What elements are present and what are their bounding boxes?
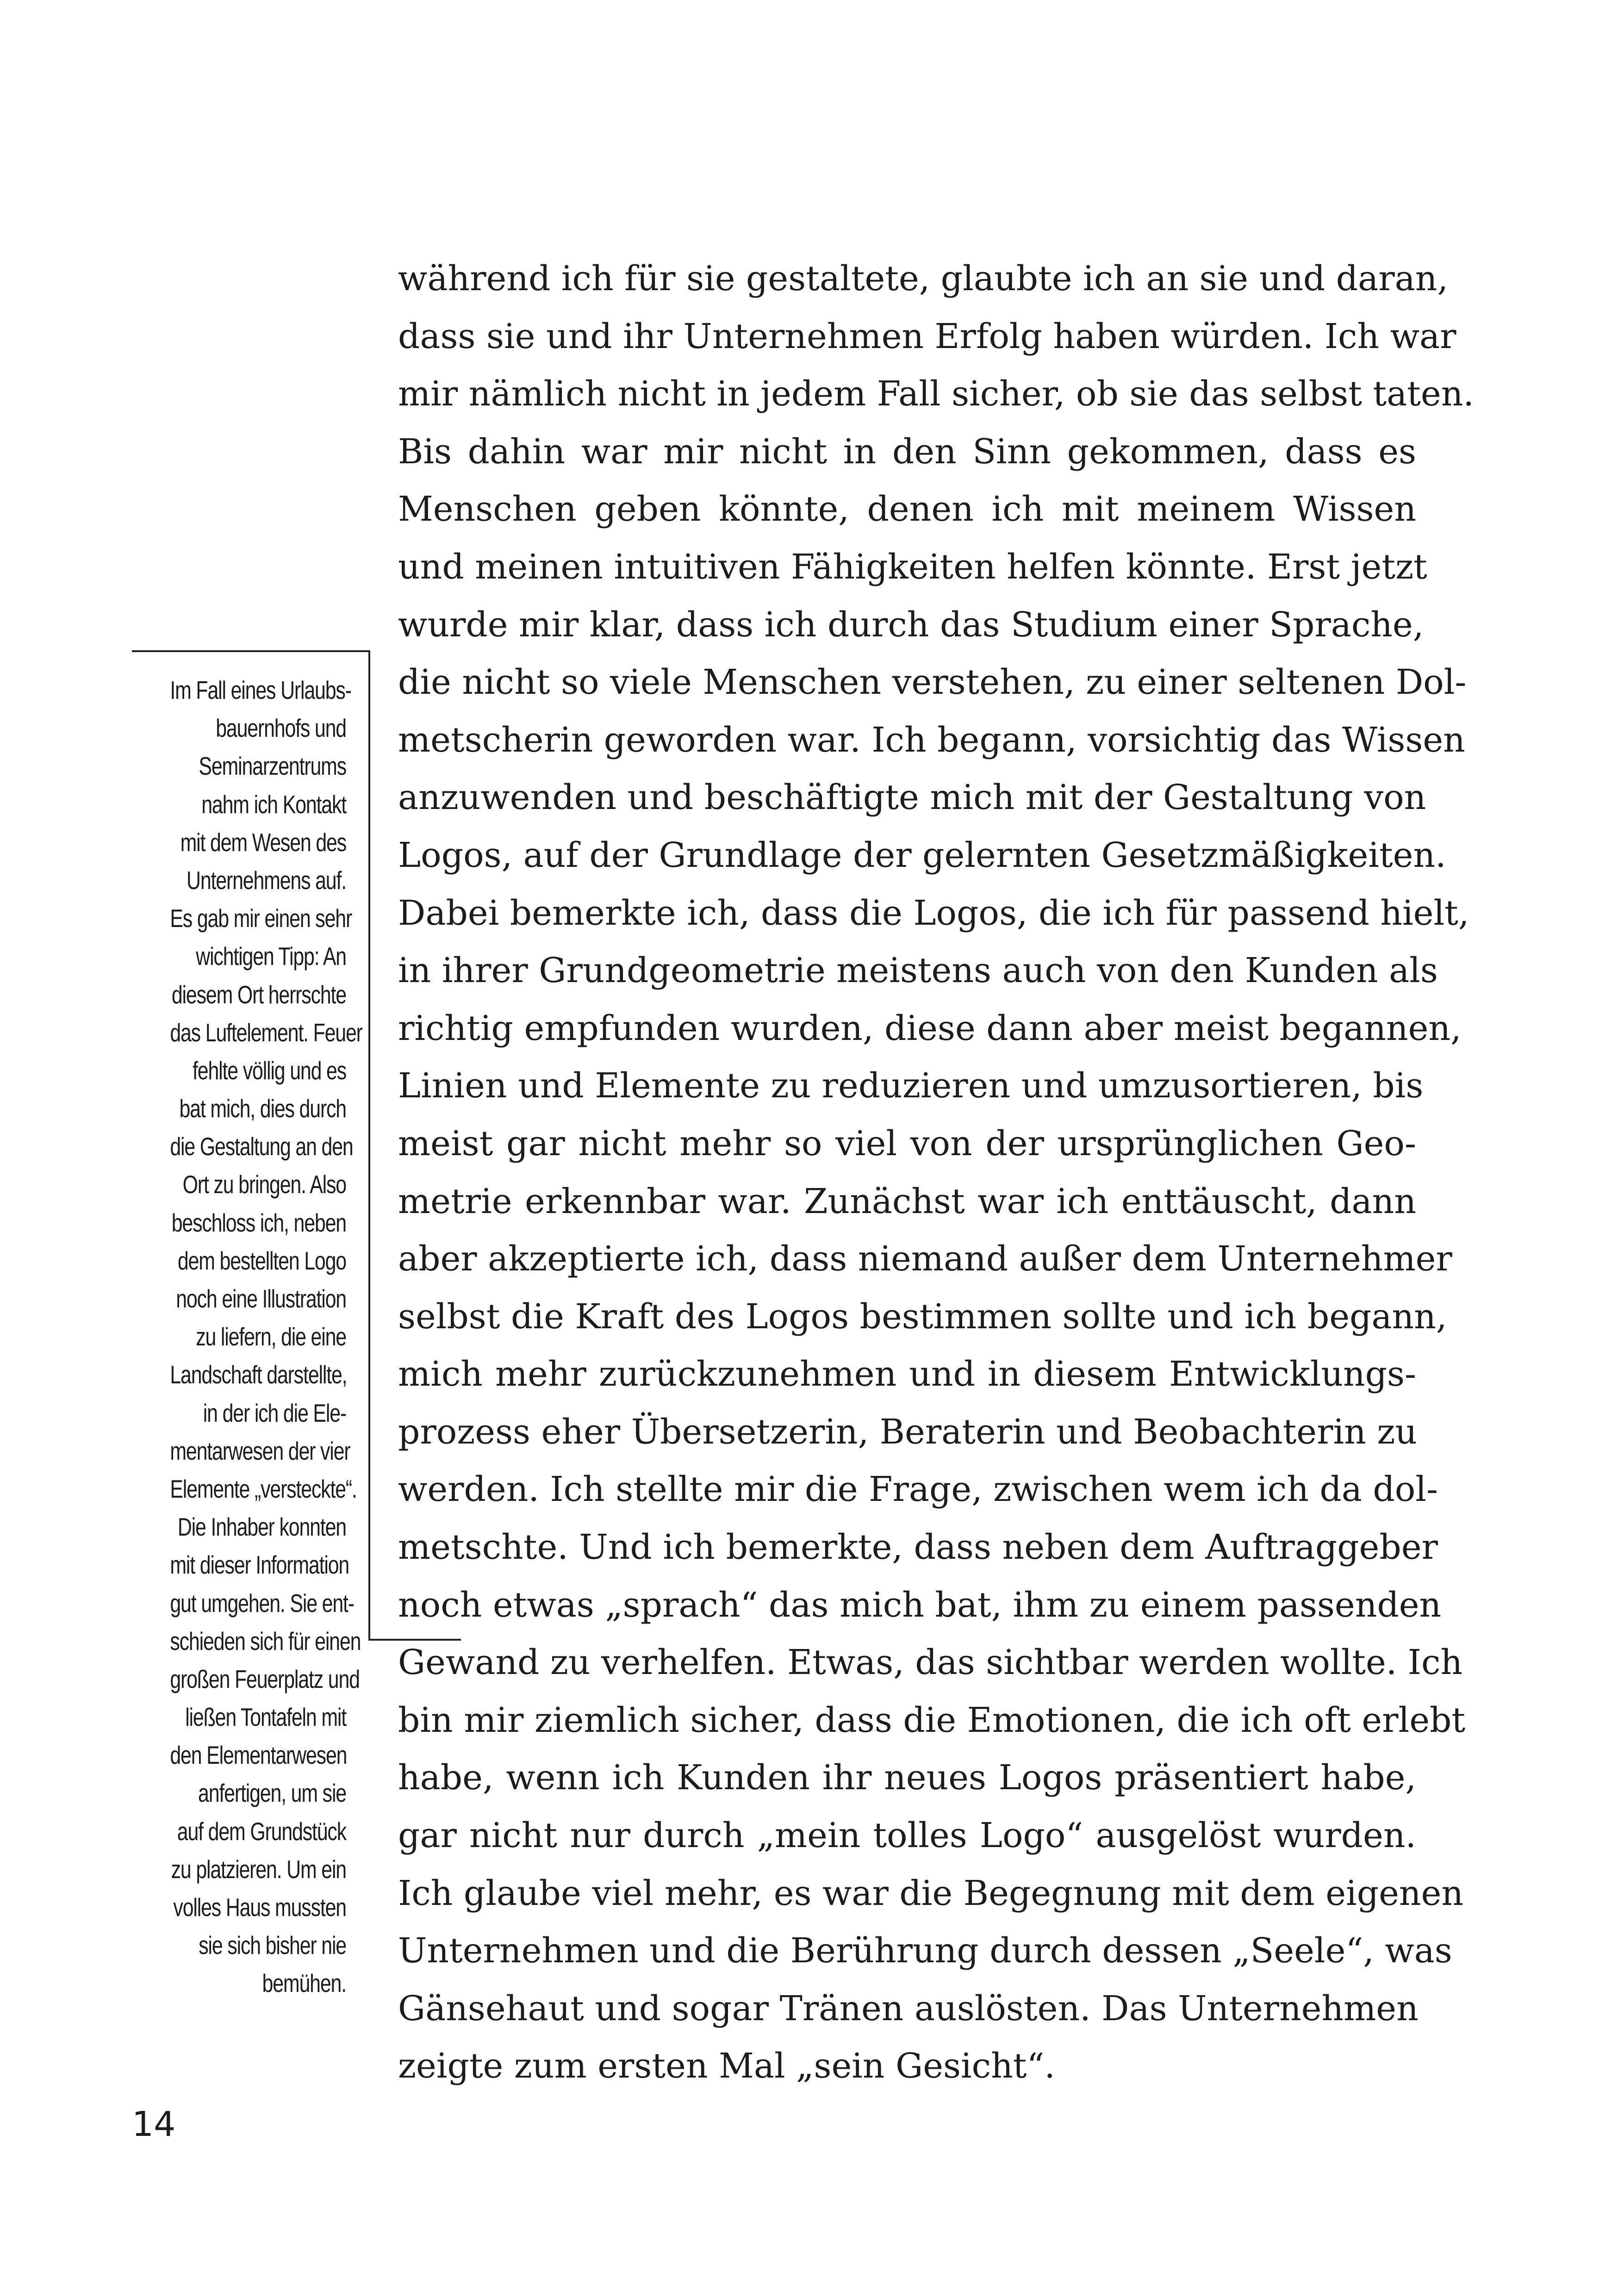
body-text-line: selbst die Kraft des Logos bestimmen sollte und ich begann,	[398, 1296, 1447, 1337]
sidebar-note-line: mit dieser Information	[170, 1550, 349, 1580]
body-text-line: wurde mir klar, dass ich durch das Studium einer Sprache,	[398, 604, 1424, 645]
body-text-line: Dabei bemerkte ich, dass die Logos, die ich für passend hielt,	[398, 893, 1469, 933]
body-text-line: richtig empfunden wurden, diese dann aber meist begannen,	[398, 1008, 1462, 1048]
body-text-line: Bis dahin war mir nicht in den Sinn gekommen, dass es	[398, 431, 1416, 472]
sidebar-note-line: den Elementarwesen	[170, 1741, 347, 1770]
sidebar-note-line: auf dem Grundstück	[177, 1817, 346, 1846]
body-text-line: mir nämlich nicht in jedem Fall sicher, ob sie das selbst taten.	[398, 374, 1474, 414]
sidebar-note-line: in der ich die Ele-	[203, 1398, 346, 1427]
body-text-line: Ich glaube viel mehr, es war die Begegnung mit dem eigenen	[398, 1873, 1463, 1913]
sidebar-note-line: großen Feuerplatz und	[170, 1664, 360, 1693]
body-text-line: dass sie und ihr Unternehmen Erfolg haben würden. Ich war	[398, 316, 1456, 356]
sidebar-rule-vertical	[368, 650, 370, 1641]
sidebar-note-line: Seminarzentrums	[199, 752, 346, 781]
sidebar-note-line: Im Fall eines Urlaubs-	[170, 676, 351, 704]
body-text-line: bin mir ziemlich sicher, dass die Emotionen, die ich oft erlebt	[398, 1700, 1466, 1740]
sidebar-note-line: Es gab mir einen sehr	[170, 904, 352, 933]
sidebar-note-line: schieden sich für einen	[170, 1626, 361, 1655]
sidebar-note-line: sie sich bisher nie	[199, 1931, 346, 1960]
sidebar-note-line: Elemente „versteckte“.	[170, 1474, 357, 1503]
sidebar-note-line: nahm ich Kontakt	[201, 790, 346, 819]
body-text-line: Logos, auf der Grundlage der gelernten Gesetzmäßigkeiten.	[398, 835, 1446, 875]
sidebar-note-line: anfertigen, um sie	[198, 1779, 346, 1808]
sidebar-note-line: beschloss ich, neben	[171, 1208, 346, 1237]
body-text-line: aber akzeptierte ich, dass niemand außer dem Unternehmer	[398, 1239, 1452, 1279]
body-text-line: noch etwas „sprach“ das mich bat, ihm zu einem passenden	[398, 1585, 1442, 1625]
body-text-line: Linien und Elemente zu reduzieren und umzusortieren, bis	[398, 1066, 1424, 1106]
body-text-line: zeigte zum ersten Mal „sein Gesicht“.	[398, 2046, 1055, 2086]
sidebar-rule-top	[132, 650, 370, 652]
body-text-line: mich mehr zurückzunehmen und in diesem Entwicklungs-	[398, 1354, 1416, 1394]
page-number: 14	[132, 2104, 176, 2144]
sidebar-note-line: dem bestellten Logo	[177, 1246, 346, 1275]
body-text-line: prozess eher Übersetzerin, Beraterin und Beobachterin zu	[398, 1412, 1417, 1452]
sidebar-note-line: ließen Tontafeln mit	[185, 1703, 346, 1732]
body-text-line: gar nicht nur durch „mein tolles Logo“ ausgelöst wurden.	[398, 1816, 1416, 1856]
sidebar-note-line: volles Haus mussten	[173, 1893, 346, 1922]
body-text-line: und meinen intuitiven Fähigkeiten helfen könnte. Erst jetzt	[398, 547, 1427, 587]
sidebar-note-line: die Gestaltung an den	[170, 1132, 353, 1161]
body-text-line: die nicht so viele Menschen verstehen, zu einer seltenen Dol-	[398, 662, 1467, 703]
sidebar-note	[170, 671, 362, 2003]
sidebar-note-line: mentarwesen der vier	[170, 1436, 350, 1465]
sidebar-note-line: wichtigen Tipp: An	[196, 942, 346, 971]
main-body-text	[398, 250, 1474, 2095]
body-text-line: Gänsehaut und sogar Tränen auslösten. Das Unternehmen	[398, 1988, 1419, 2028]
sidebar-note-line: fehlte völlig und es	[193, 1056, 346, 1085]
body-text-line: Gewand zu verhelfen. Etwas, das sichtbar werden wollte. Ich	[398, 1643, 1463, 1683]
sidebar-note-line: bat mich, dies durch	[179, 1094, 346, 1123]
sidebar-note-line: zu platzieren. Um ein	[171, 1854, 346, 1884]
body-text-line: meist gar nicht mehr so viel von der ursprünglichen Geo-	[398, 1123, 1416, 1164]
body-text-line: habe, wenn ich Kunden ihr neues Logos präsentiert habe,	[398, 1758, 1416, 1798]
sidebar-note-line: Die Inhaber konnten	[177, 1512, 346, 1542]
body-text-line: in ihrer Grundgeometrie meistens auch von den Kunden als	[398, 951, 1438, 991]
body-text-line: metscherin geworden war. Ich begann, vorsichtig das Wissen	[398, 720, 1465, 760]
sidebar-note-line: Unternehmens auf.	[187, 865, 346, 895]
body-text-line: anzuwenden und beschäftigte mich mit der Gestaltung von	[398, 778, 1426, 818]
body-text-line: werden. Ich stellte mir die Frage, zwischen wem ich da dol-	[398, 1469, 1438, 1510]
sidebar-note-line: mit dem Wesen des	[180, 828, 346, 857]
body-text-line: metrie erkennbar war. Zunächst war ich enttäuscht, dann	[398, 1181, 1416, 1221]
sidebar-note-line: gut umgehen. Sie ent-	[170, 1588, 354, 1618]
sidebar-note-line: das Luftelement. Feuer	[170, 1018, 362, 1047]
sidebar-note-line: Ort zu bringen. Also	[182, 1170, 346, 1199]
body-text-line: Menschen geben könnte, denen ich mit meinem Wissen	[398, 489, 1416, 529]
body-text-line: während ich für sie gestaltete, glaubte ich an sie und daran,	[398, 259, 1448, 299]
sidebar-note-line: diesem Ort herrschte	[171, 980, 346, 1009]
sidebar-note-line: noch eine Illustration	[176, 1284, 346, 1313]
sidebar-note-line: zu liefern, die eine	[196, 1322, 346, 1351]
sidebar-note-line: bemühen.	[262, 1969, 346, 1998]
body-text-line: metschte. Und ich bemerkte, dass neben dem Auftraggeber	[398, 1527, 1438, 1568]
sidebar-note-line: bauernhofs und	[216, 714, 346, 743]
body-text-line: Unternehmen und die Berührung durch dessen „Seele“, was	[398, 1931, 1452, 1971]
sidebar-note-line: Landschaft darstellte,	[170, 1360, 347, 1389]
